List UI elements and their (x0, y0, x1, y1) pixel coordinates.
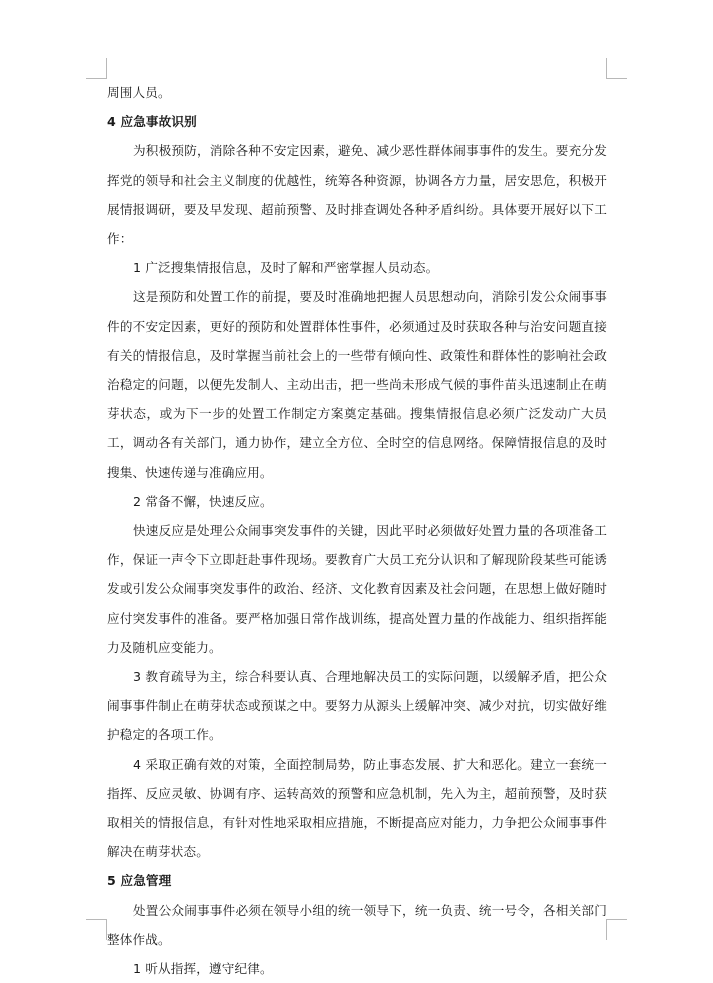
paragraph-intro: 为积极预防，消除各种不安定因素，避免、减少恶性群体闹事事件的发生。要充分发挥党的领导和社会主义制度的优越性，统筹各种资源，协调各方力量，居安思危，积极开展情报调研，要及早发现、超前预警、及时排查调处各种矛盾纠纷。具体要开展好以下工作： (107, 143, 607, 247)
list-item-3: 3 教育疏导为主，综合科要认真、合理地解决员工的实际问题，以缓解矛盾，把公众闹事事件制止在萌芽状态或预谋之中。要努力从源头上缓解冲突、减少对抗，切实做好维护稳定的各项工作。 (107, 669, 607, 743)
paragraph-item-2-detail: 快速反应是处理公众闹事突发事件的关键，因此平时必须做好处置力量的各项准备工作，保证一声令下立即赶赴事件现场。要教育广大员工充分认识和了解现阶段某些可能诱发或引发公众闹事突发事件的政治、经济、文化教育因素及社会问题，在思想上做好随时应付突发事件的准备。要严格加强日常作战训练，提高处置力量的作战能力、组织指挥能力及随机应变能力。 (107, 523, 607, 655)
crop-mark-bottom-left (86, 919, 107, 940)
paragraph-management: 处置公众闹事事件必须在领导小组的统一领导下，统一负责、统一号令，各相关部门整体作战。 (107, 902, 607, 947)
section-heading-5: 5 应急管理 (107, 873, 172, 889)
paragraph-item-1-detail: 这是预防和处置工作的前提，要及时准确地把握人员思想动向，消除引发公众闹事事件的不安定因素，更好的预防和处置群体性事件，必须通过及时获取各种与治安问题直接有关的情报信息，及时掌握当前社会上的一些带有倾向性、政策性和群体性的影响社会政治稳定的问题，以便先发制人、主动出击，把一些尚未形成气候的事件苗头迅速制止在萌芽状态，或为下一步的处置工作制定方案奠定基础。搜集情报信息必须广泛发动广大员工，调动各有关部门，通力协作，建立全方位、全时空的信息网络。保障情报信息的及时搜集、快速传递与准确应用。 (107, 289, 607, 480)
crop-mark-bottom-right (606, 919, 627, 940)
list-item-5-1: 1 听从指挥，遵守纪律。 (133, 961, 273, 977)
crop-mark-top-right (606, 58, 627, 79)
list-item-4: 4 采取正确有效的对策，全面控制局势，防止事态发展、扩大和恶化。建立一套统一指挥、反应灵敏、协调有序、运转高效的预警和应急机制，先入为主，超前预警，及时获取相关的情报信息，有针对性地采取相应措施，不断提高应对能力，力争把公众闹事事件解决在萌芽状态。 (107, 756, 607, 860)
paragraph-continuation: 周围人员。 (107, 85, 171, 100)
list-item-2: 2 常备不懈，快速反应。 (133, 493, 273, 509)
document-body (107, 78, 607, 983)
crop-mark-top-left (86, 58, 107, 79)
section-heading-4: 4 应急事故识别 (107, 114, 197, 130)
list-item-1: 1 广泛搜集情报信息，及时了解和严密掌握人员动态。 (133, 260, 439, 276)
